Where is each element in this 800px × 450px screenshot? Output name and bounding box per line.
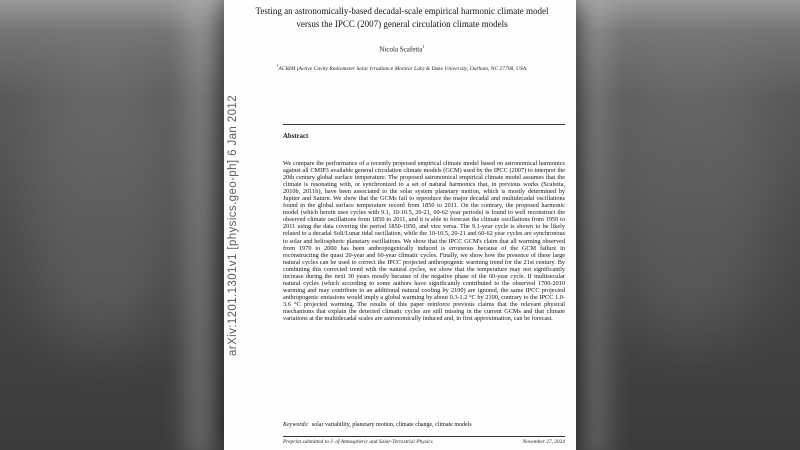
paper-page <box>224 0 576 450</box>
affiliation-superscript: 1 <box>276 62 279 68</box>
footer-rule <box>283 436 565 437</box>
abstract-heading: Abstract <box>283 133 309 140</box>
affiliation-text: ACRIM (Active Cavity Radiometer Solar Irradiance Monitor Lab) & Duke University, Durham, NC 27708, USA. <box>278 65 528 72</box>
abstract-text: We compare the performance of a recently proposed empirical climate model based on astronomical harmonics against all CMIP3 available general circulation climate models (GCM) used by the IPCC (2007) to interpret the 20th century global surface temperature. The proposed astronomical empirical climate model assumes that the climate is resonating with, or synchronized to a set of natural harmonics that, in previous works (Scafetta, 2010b, 2011b), have been associated to the solar system planetary motion, which is mostly determined by Jupiter and Saturn. We show that the GCMs fail to reproduce the major decadal and multidecadal oscillations found in the global surface temperature record from 1850 to 2011. On the contrary, the proposed harmonic model (which herein uses cycles with 9.1, 10-10.5, 20-21, 60-62 year periods) is found to well reconstruct the observed climate oscillations from 1850 to 2011, and it is able to forecast the climate oscillations from 1950 to 2011 using the data covering the period 1850-1950, and vice versa. The 9.1-year cycle is shown to be likely related to a decadal Soli/Lunar tidal oscillation, while the 10-10.5, 20-21 and 60-62 year cycles are synchronous to solar and heliospheric planetary oscillations. We show that the IPCC GCM's claim that all warming observed from 1970 to 2000 has been anthropogenically induced is erroneous because of the GCM failure in reconstructing the quasi 20-year and 60-year climatic cycles. Finally, we show how the presence of these large natural cycles can be used to correct the IPCC projected anthropogenic warming trend for the 21st century. By combining this corrected trend with the natural cycles, we show that the temperature may not significantly increase during the next 30 years mostly because of the negative phase of the 60-year cycle. If multisecular natural cycles (which according to some authors have significantly contributed to the observed 1700-2010 warming and may contribute to an additional natural cooling by 2100) are ignored, the same IPCC projected anthropogenic emissions would imply a global warming by about 0.3-1.2 °C by 2100, contrary to the IPCC 1.0-3.6 °C projected warming. The results of this paper reinforce previous claims that the relevant physical mechanisms that explain the detected climatic cycles are still missing in the current GCMs and that climate variations at the multidecadal scales are astronomically induced and, in first approximation, can be forecast. <box>283 160 565 323</box>
arxiv-stamp <box>224 0 242 450</box>
keywords-line <box>283 422 565 428</box>
blurred-page-edge-right <box>582 0 608 450</box>
author-superscript: 1 <box>422 44 425 50</box>
footer-date: November 27, 2024 <box>522 439 565 445</box>
paper-title: Testing an astronomically-based decadal-scale empirical harmonic climate model versus the IPCC (2007) general circulation climate models <box>255 6 549 29</box>
blurred-page-edge-left <box>186 0 214 450</box>
paper-footer <box>283 439 565 445</box>
footer-submission-note: Preprint submitted to J. of Atmospheric and Solar-Terrestrial Physics <box>283 439 433 445</box>
keywords-text: solar variability, planetary motion, climate change, climate models <box>311 422 472 428</box>
author-name: Nicola Scafetta <box>379 45 423 54</box>
arxiv-stamp-text: arXiv:1201.1301v1 [physics.geo-ph] 6 Jan 2012 <box>227 94 239 356</box>
keywords-label: Keywords: <box>283 422 309 428</box>
blurred-backdrop-left <box>28 55 178 345</box>
abstract-top-rule <box>283 124 565 125</box>
blurred-backdrop-right <box>610 40 770 340</box>
paper-body <box>283 0 565 450</box>
